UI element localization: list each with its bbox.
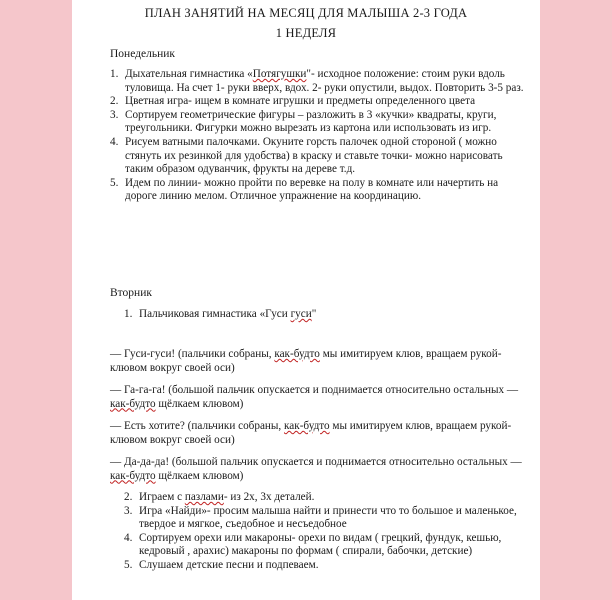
tuesday-list [124,491,524,573]
week-heading: 1 НЕДЕЛЯ [275,26,337,40]
document-page [72,0,540,600]
monday-list [110,68,530,204]
list-item: 1. Дыхательная гимнастика «Потягушки"- исходное положение: стоим руки вдоль туловища. На счет 1- руки вверх, вдох. 2- руки опустили, выдох. Повторить 3-5 раз. [110,68,524,94]
poem-line: — Га-га-га! (большой пальчик опускается и поднимается относительно остальных — как-будто щёлкаем клювом) [110,384,519,410]
poem-line: — Гуси-гуси! (пальчики собраны, как-будто мы имитируем клюв, вращаем рукой-клювом вокруг своей оси) [110,348,502,374]
poem-line: — Да-да-да! (большой пальчик опускается и поднимается относительно остальных — как-будто щёлкаем клювом) [110,456,522,482]
list-item: 4. Рисуем ватными палочками. Окуните горсть палочек одной стороной ( можно стянуть их резинкой для удобства) в краску и ставьте точки- можно нарисовать таким образом одуванчик, фрукты на дереве т.д. [110,135,503,176]
document-title: ПЛАН ЗАНЯТИЙ НА МЕСЯЦ ДЛЯ МАЛЫША 2-3 ГОДА [144,6,468,20]
tuesday-heading: Вторник [110,287,152,299]
list-item: 1. Пальчиковая гимнастика «Гуси гуси" [124,308,317,320]
list-item: 5. Идем по линии- можно пройти по веревке на полу в комнате или начертить на дороге линию мелом. Отличное упражнение на координацию. [110,176,499,203]
list-item: 2. Цветная игра- ищем в комнате игрушки и предметы определенного цвета [110,95,476,108]
list-item: 2. Играем с пазлами- из 2х, 3х деталей. [124,491,315,503]
tuesday-first-item [124,308,524,322]
list-item: 3. Игра «Найди»- просим малыша найти и принести что то большое и маленькое, твердое и мягкое, съедобное и несъедобное [124,504,517,531]
monday-heading: Понедельник [110,48,175,60]
list-item: 3. Сортируем геометрические фигуры – разложить в 3 «кучки» квадраты, круги, треугольники. Фигурки можно вырезать из картона или использовать из игр. [110,108,497,135]
poem-line: — Есть хотите? (пальчики собраны, как-будто мы имитируем клюв, вращаем рукой-клювом вокруг своей оси) [110,420,512,446]
list-item: 5. Слушаем детские песни и подпеваем. [124,558,319,571]
list-item: 4. Сортируем орехи или макароны- орехи по видам ( грецкий, фундук, кешью, кедровый , арахис) макароны по формам ( спирали, бабочки, детские) [124,531,502,558]
